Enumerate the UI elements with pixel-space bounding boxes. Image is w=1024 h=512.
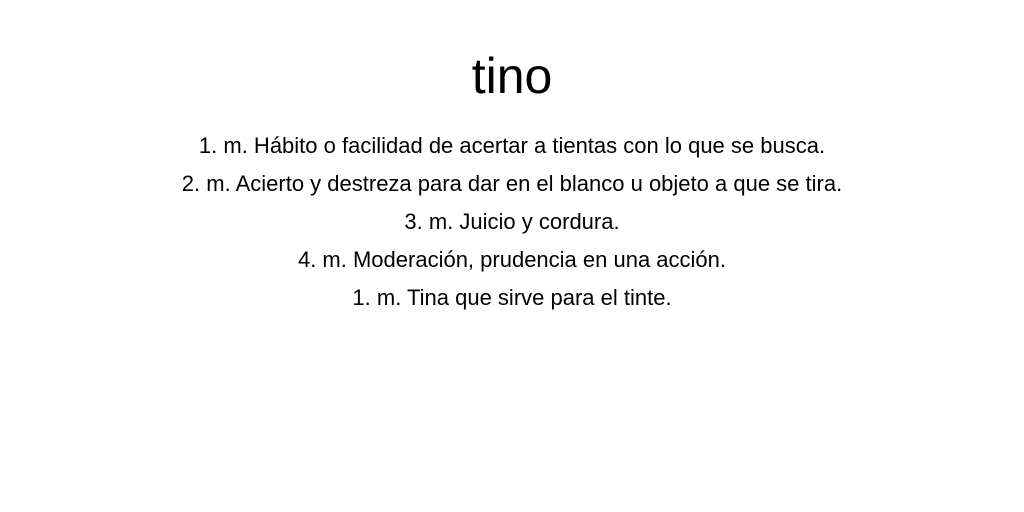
definition-list <box>0 127 1024 317</box>
entry-word-title: tino <box>471 48 553 104</box>
definition-item: 3. m. Juicio y cordura. <box>404 209 620 234</box>
definition-item: 1. m. Hábito o facilidad de acertar a tientas con lo que se busca. <box>198 133 826 158</box>
definition-item: 4. m. Moderación, prudencia en una acción. <box>297 247 727 272</box>
definition-item: 2. m. Acierto y destreza para dar en el blanco u objeto a que se tira. <box>181 171 843 196</box>
definition-item: 1. m. Tina que sirve para el tinte. <box>352 285 672 310</box>
